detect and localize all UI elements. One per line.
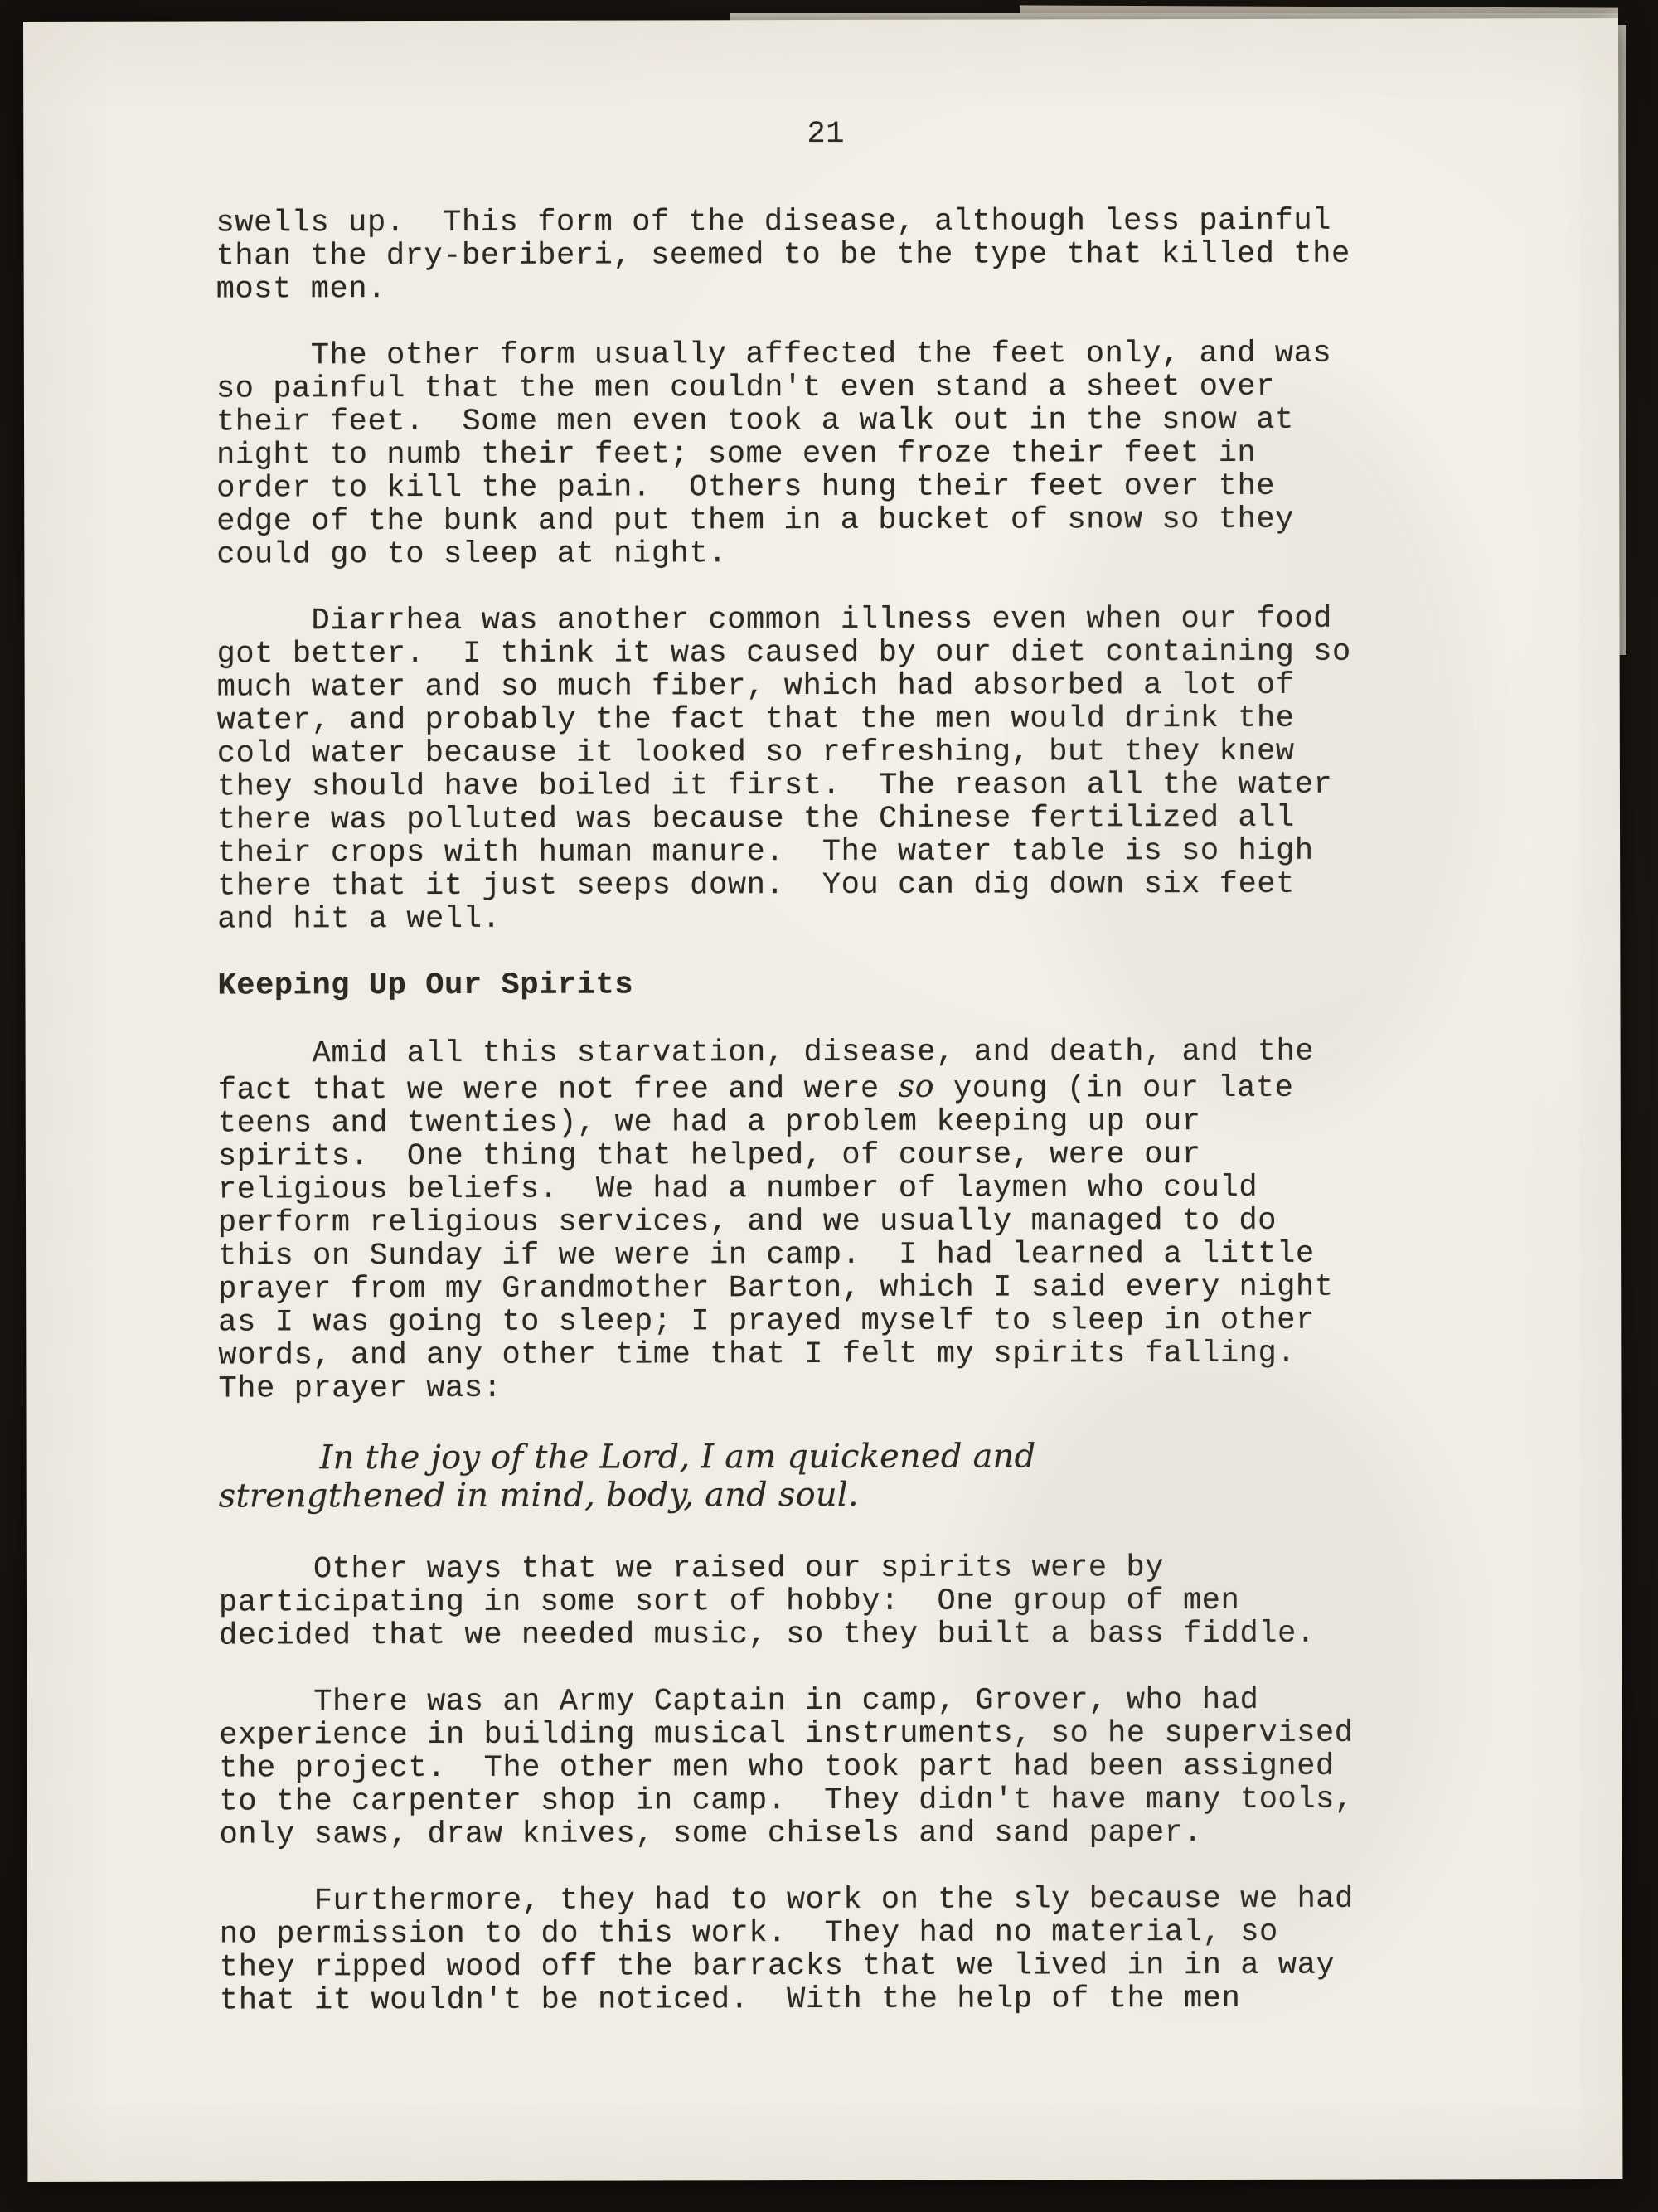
paragraph-text-segment: Amid all this starvation, disease, and death, and the fact that we were not free and were <box>217 1034 1315 1108</box>
paragraph-other-form: The other form usually affected the feet only, and was so painful that the men couldn't even stand a sheet over their feet. Some men even took a walk out in the snow at night to numb their feet; some even froze their feet in order to kill the pain. Others hung their feet over the edge of the bunk and put them in a bucket of snow so they could go to sleep at night. <box>216 336 1332 573</box>
prayer-quote-line: In the joy of the Lord, I am quickened and <box>319 1437 1036 1477</box>
page-number: 21 <box>807 116 846 153</box>
handwritten-word-so: so <box>898 1067 935 1104</box>
paragraph-text-segment: young (in our late teens and twenties), we had a problem keeping up our spirits. One thing that helped, of course, were our religious beliefs. We had a number of laymen who could perform religious services, and we usually managed to do this on Sunday if we were in camp. I had learned a little prayer from my Grandmother Barton, which I said every night as I was going to sleep; I prayed myself to sleep in other words, and any other time that I felt my spirits falling. The prayer was: <box>217 1070 1334 1407</box>
prayer-quote <box>219 1436 1555 1515</box>
paragraph-keeping-up-spirits <box>218 1035 1555 1405</box>
paragraph-diarrhea: Diarrhea was another common illness even when our food got better. I think it was caused by our diet containing so much water and so much fiber, which had absorbed a lot of water, and probably the fact that the men would drink the cold water because it looked so refreshing, but they knew they should have boiled it first. The reason all the water there was polluted was because the Chinese fertilized all their crops with human manure. The water table is so high there that it just seeps down. You can dig down six feet and hit a well. <box>216 601 1351 938</box>
paragraph-hobby: Other ways that we raised our spirits were by participating in some sort of hobby: One group of men decided that we needed music, so they built a bass fiddle. <box>218 1550 1316 1654</box>
paragraph-furthermore: Furthermore, they had to work on the sly because we had no permission to do this work. They had no material, so they ripped wood off the barracks that we lived in in a way that it wouldn't be noticed. With the help of the men <box>219 1881 1355 2019</box>
document-page <box>23 18 1622 2182</box>
paragraph-army-captain: There was an Army Captain in camp, Grover, who had experience in building musical instruments, so he supervised the project. The other men who took part had been assigned to the carpenter shop in camp. They didn't have many tools, only saws, draw knives, some chisels and sand paper. <box>219 1682 1354 1853</box>
section-heading: Keeping Up Our Spirits <box>217 968 634 1004</box>
paragraph-beriberi-continuation: swells up. This form of the disease, although less painful than the dry-beriberi, seemed to be the type that killed the most men. <box>216 203 1350 308</box>
prayer-quote-line: strengthened in mind, body, and soul. <box>218 1475 859 1516</box>
